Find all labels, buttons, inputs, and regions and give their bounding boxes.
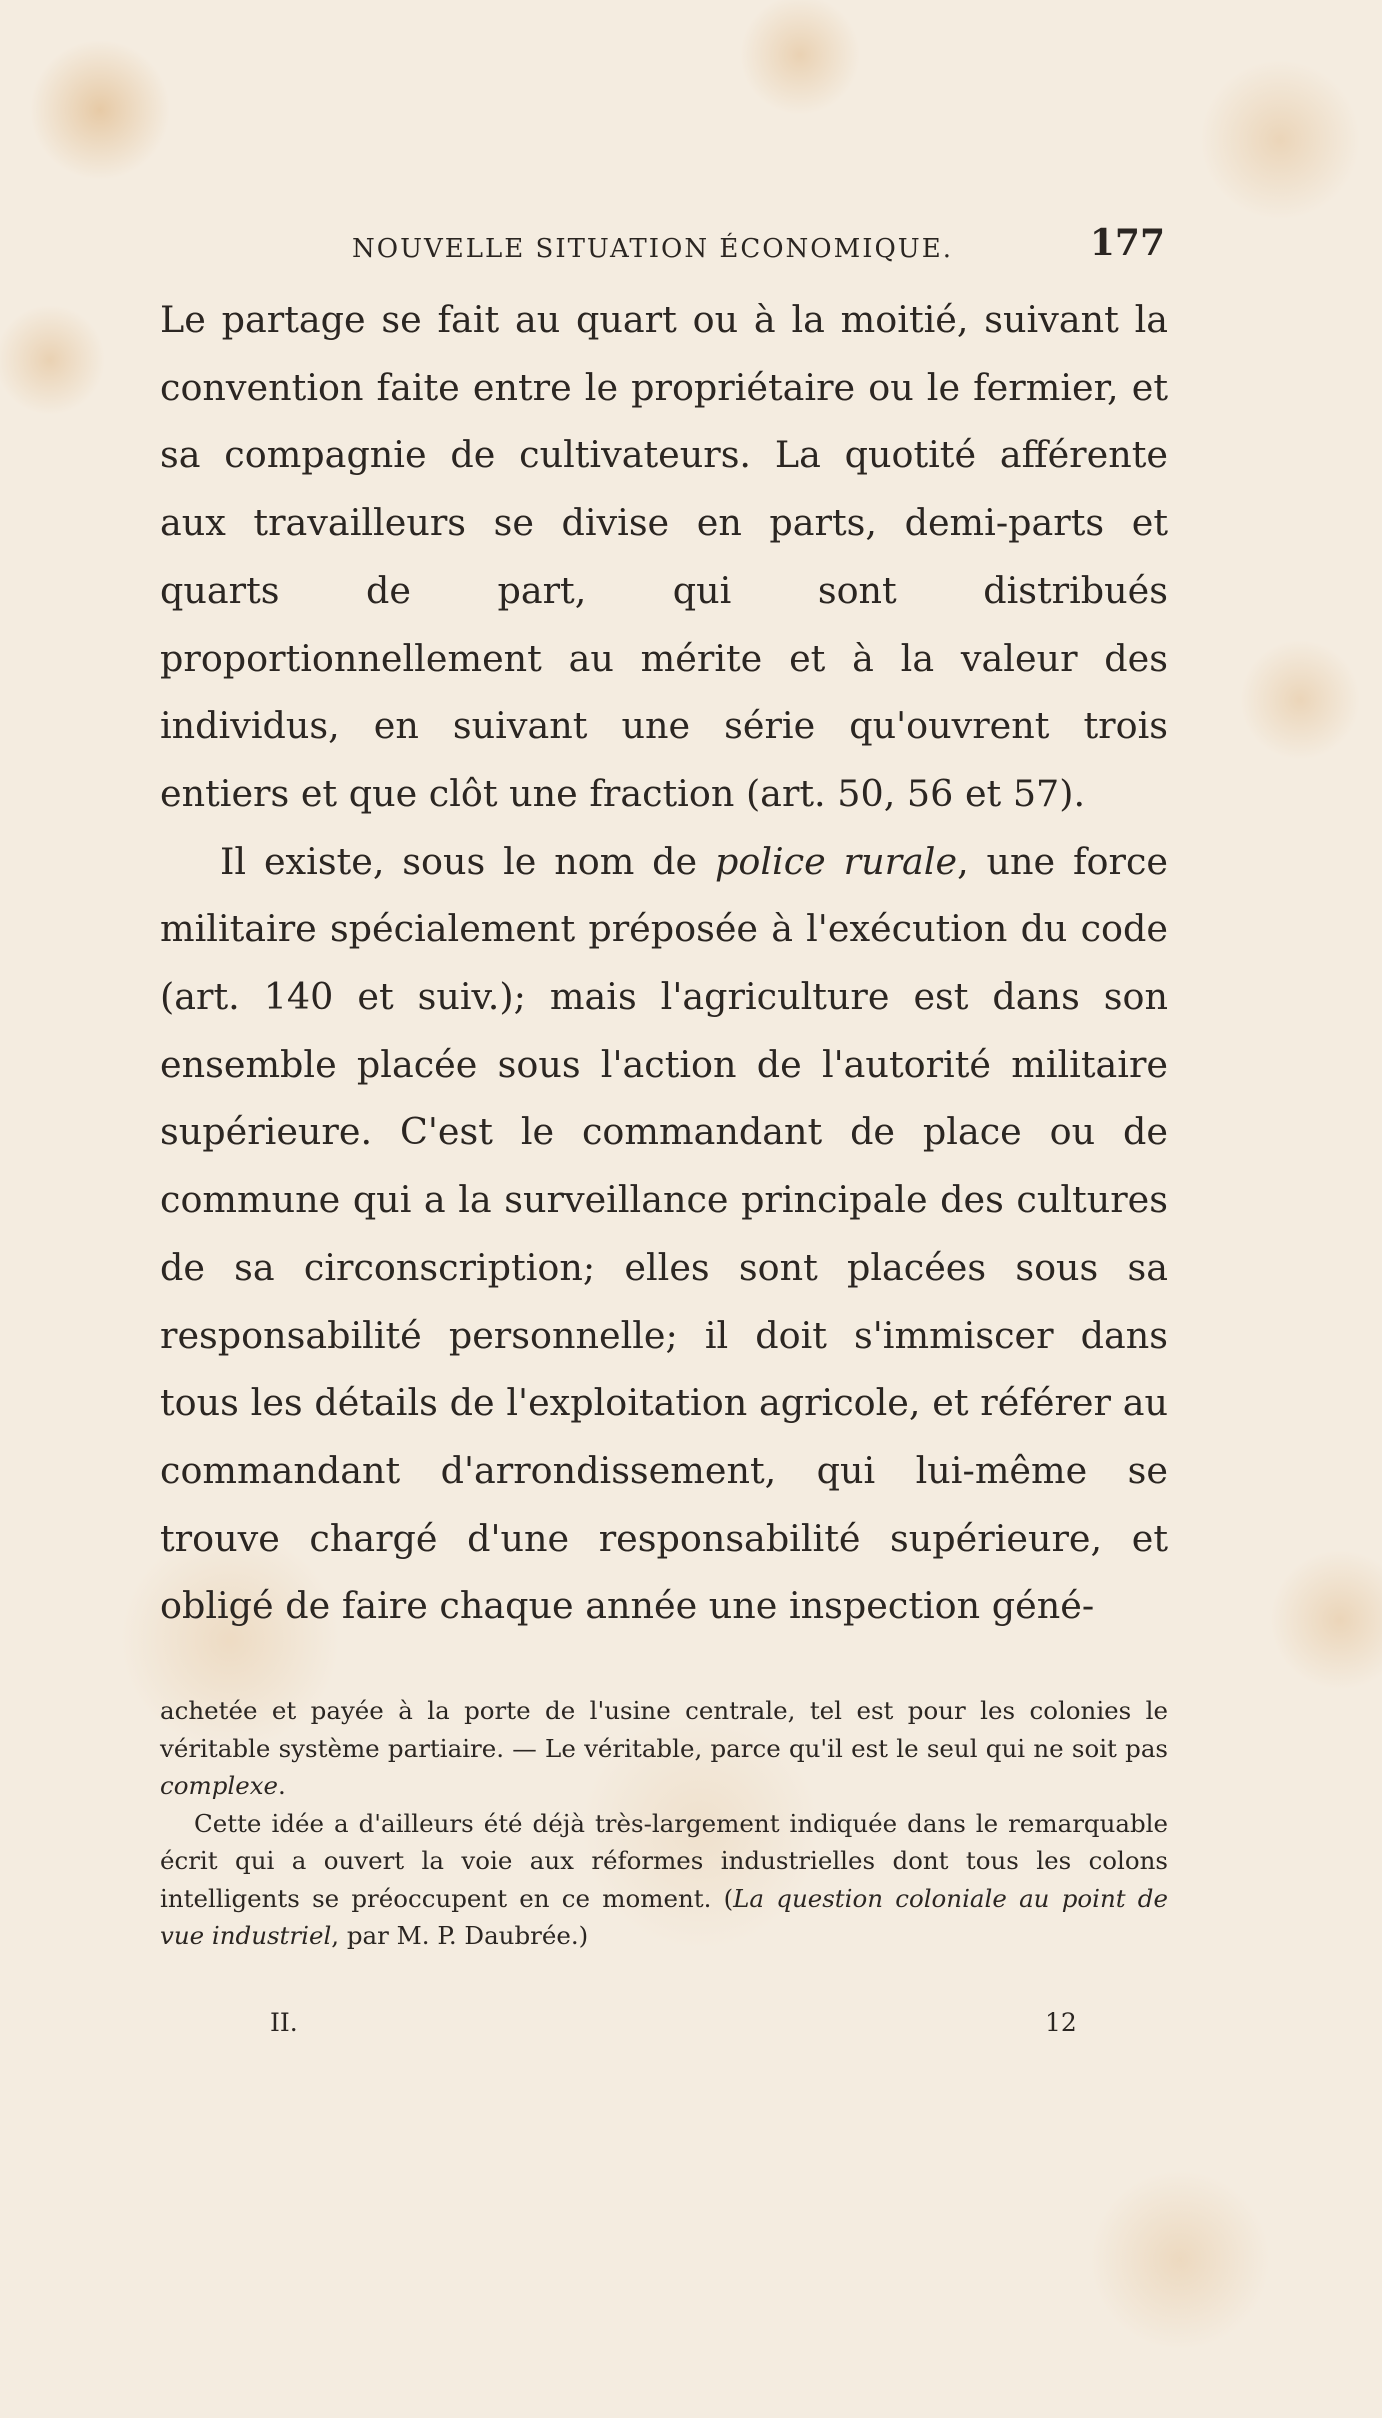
footnote-2-italic: La question coloniale au point de vue industriel bbox=[160, 1883, 1168, 1950]
footnote-continued bbox=[160, 1692, 1168, 1805]
signature-marks bbox=[160, 2008, 1168, 2048]
footnote-2 bbox=[160, 1805, 1168, 1955]
paragraph-1: Le partage se fait au quart ou à la moitié, suivant la convention faite entre le propriétaire ou le fermier, et sa compagnie de cultivateurs. La quotité afférente aux travailleurs se divise en parts, demi-parts et quarts de part, qui sont distribués proportionnellement au mérite et à la valeur des individus, en suivant une série qu'ouvrent trois entiers et que clôt une fraction (art. 50, 56 et 57). bbox=[160, 298, 1168, 815]
signature-mark: 12 bbox=[1045, 2008, 1077, 2037]
paragraph-2-start: Il existe, sous le nom de bbox=[220, 839, 716, 883]
footnote-2-end: , par M. P. Daubrée.) bbox=[331, 1921, 589, 1950]
volume-mark: II. bbox=[270, 2008, 298, 2037]
running-title: NOUVELLE SITUATION ÉCONOMIQUE. bbox=[352, 234, 953, 264]
footnote-2-start: Cette idée a d'ailleurs été déjà très-largement indiquée dans le remarquable écrit qui a ouvert la voie aux réformes industrielles dont tous les colons intelligents se préoccupent en ce moment. ( bbox=[160, 1808, 1168, 1913]
paragraph-2 bbox=[160, 828, 1168, 1640]
body-text bbox=[160, 286, 1168, 1640]
footnote-1-start: achetée et payée à la porte de l'usine centrale, tel est pour les colonies le véritable système partiaire. — Le véritable, parce qu'il est le seul qui ne soit pas bbox=[160, 1696, 1168, 1763]
page-header bbox=[160, 222, 1165, 272]
paragraph-2-italic: police rurale bbox=[715, 839, 958, 883]
footnote-1-end: . bbox=[278, 1771, 286, 1800]
page-number: 177 bbox=[1089, 222, 1165, 264]
footnotes bbox=[160, 1692, 1168, 1955]
paragraph-2-end: , une force militaire spécialement préposée à l'exécution du code (art. 140 et suiv.); mais l'agriculture est dans son ensemble placée sous l'action de l'autorité militaire supérieure. C'est le commandant de place ou de commune qui a la surveillance principale des cultures de sa circonscription; elles sont placées sous sa responsabilité personnelle; il doit s'immiscer dans tous les détails de l'exploitation agricole, et référer au commandant d'arrondissement, qui lui-même se trouve chargé d'une responsabilité supérieure, et obligé de faire chaque année une inspection géné- bbox=[160, 839, 1168, 1628]
footnote-1-italic: complexe bbox=[160, 1771, 279, 1800]
